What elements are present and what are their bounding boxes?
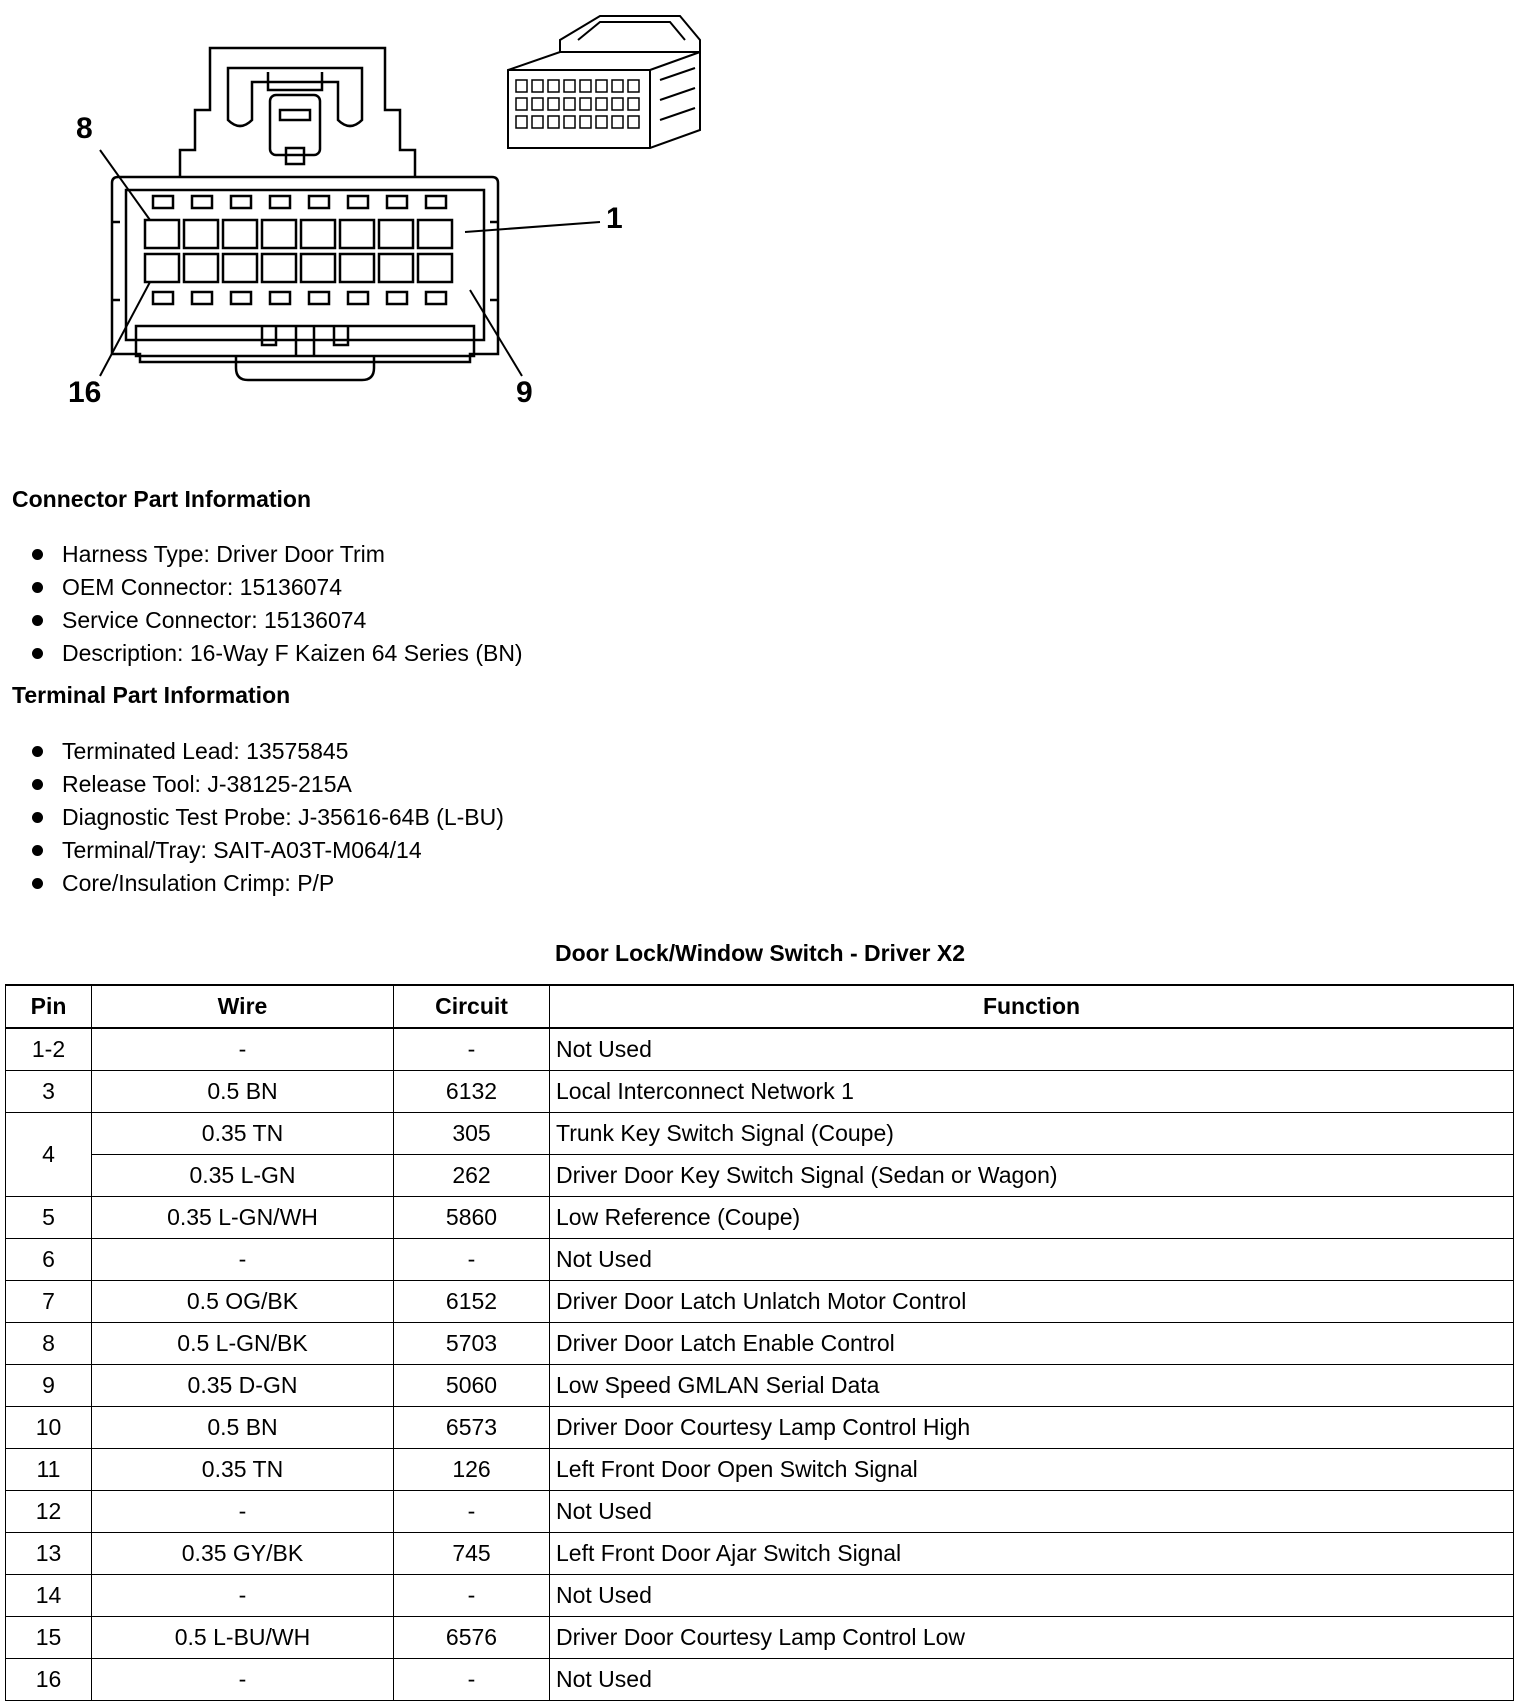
pin-cavity-top (223, 220, 257, 248)
function-cell: Driver Door Courtesy Lamp Control High (550, 1407, 1514, 1449)
table-row (6, 1239, 1514, 1281)
pin-cavity-top (379, 220, 413, 248)
thumbnail-cavity (516, 98, 527, 110)
connector-part-info-list (30, 538, 523, 670)
pin-cell: 5 (6, 1197, 92, 1239)
list-item: Harness Type: Driver Door Trim (30, 538, 523, 571)
connector-face-drawing (0, 0, 760, 440)
cavity-latch-top (348, 196, 368, 208)
table-row (6, 1491, 1514, 1533)
function-cell: Not Used (550, 1575, 1514, 1617)
wire-cell: 0.5 BN (92, 1407, 394, 1449)
terminal-part-info-title: Terminal Part Information (12, 682, 291, 708)
pin-cavity-bottom (262, 254, 296, 282)
circuit-cell: 126 (394, 1449, 550, 1491)
list-item: OEM Connector: 15136074 (30, 571, 523, 604)
circuit-cell: 5060 (394, 1365, 550, 1407)
list-item: Release Tool: J-38125-215A (30, 768, 504, 801)
pin-cell: 12 (6, 1491, 92, 1533)
connector-part-info-title: Connector Part Information (12, 486, 312, 512)
pin-cell: 8 (6, 1323, 92, 1365)
cavity-latch-bottom (153, 292, 173, 304)
pin-label-1: 1 (606, 202, 623, 235)
circuit-cell: - (394, 1659, 550, 1701)
table-row (6, 1197, 1514, 1239)
function-cell: Not Used (550, 1659, 1514, 1701)
thumbnail-cavity (532, 98, 543, 110)
cavity-latch-top (309, 196, 329, 208)
list-item: Description: 16-Way F Kaizen 64 Series (BN) (30, 637, 523, 670)
circuit-cell: 5860 (394, 1197, 550, 1239)
wire-cell: - (92, 1491, 394, 1533)
pin-cavity-bottom (223, 254, 257, 282)
pin-cell: 10 (6, 1407, 92, 1449)
table-row (6, 1659, 1514, 1701)
wire-cell: 0.35 L-GN/WH (92, 1197, 394, 1239)
list-item: Core/Insulation Crimp: P/P (30, 867, 504, 900)
thumbnail-cavity (596, 116, 607, 128)
terminal-part-info-list (30, 735, 504, 900)
table-row (6, 1407, 1514, 1449)
function-cell: Left Front Door Open Switch Signal (550, 1449, 1514, 1491)
pin-cell: 6 (6, 1239, 92, 1281)
wire-cell: 0.35 L-GN (92, 1155, 394, 1197)
pin-cell: 11 (6, 1449, 92, 1491)
pin-cavity-bottom (340, 254, 374, 282)
cavity-latch-bottom (387, 292, 407, 304)
thumbnail-cavity (628, 98, 639, 110)
pin-cavity-top (262, 220, 296, 248)
cavity-latch-bottom (192, 292, 212, 304)
table-row (6, 1071, 1514, 1113)
function-cell: Local Interconnect Network 1 (550, 1071, 1514, 1113)
pin-cavity-bottom (418, 254, 452, 282)
thumbnail-cavity (580, 98, 591, 110)
function-cell: Not Used (550, 1028, 1514, 1071)
pin-cell: 1-2 (6, 1028, 92, 1071)
circuit-cell: - (394, 1575, 550, 1617)
table-row (6, 1155, 1514, 1197)
thumbnail-cavity (548, 98, 559, 110)
list-item: Service Connector: 15136074 (30, 604, 523, 637)
function-cell: Low Reference (Coupe) (550, 1197, 1514, 1239)
thumbnail-cavity (628, 80, 639, 92)
pin-cavity-top (340, 220, 374, 248)
cavity-latch-bottom (426, 292, 446, 304)
thumbnail-cavity (612, 80, 623, 92)
pin-cavity-bottom (379, 254, 413, 282)
function-cell: Driver Door Latch Unlatch Motor Control (550, 1281, 1514, 1323)
table-row (6, 1449, 1514, 1491)
wire-cell: - (92, 1028, 394, 1071)
table-row (6, 1575, 1514, 1617)
pin-cell: 7 (6, 1281, 92, 1323)
thumbnail-cavity (532, 80, 543, 92)
circuit-cell: 5703 (394, 1323, 550, 1365)
function-cell: Low Speed GMLAN Serial Data (550, 1365, 1514, 1407)
pin-cavity-top (184, 220, 218, 248)
pin-cell: 14 (6, 1575, 92, 1617)
wire-cell: 0.35 TN (92, 1449, 394, 1491)
cavity-latch-top (231, 196, 251, 208)
circuit-cell: - (394, 1491, 550, 1533)
wire-cell: 0.35 TN (92, 1113, 394, 1155)
function-cell: Not Used (550, 1239, 1514, 1281)
list-item: Terminated Lead: 13575845 (30, 735, 504, 768)
pin-label-9: 9 (516, 376, 533, 409)
circuit-cell: - (394, 1028, 550, 1071)
thumbnail-cavity (612, 98, 623, 110)
pin-cell: 3 (6, 1071, 92, 1113)
table-row (6, 1113, 1514, 1155)
wire-cell: 0.35 GY/BK (92, 1533, 394, 1575)
pin-cavity-bottom (145, 254, 179, 282)
thumbnail-cavity (532, 116, 543, 128)
thumbnail-cavity (564, 98, 575, 110)
table-row (6, 1281, 1514, 1323)
circuit-cell: 6132 (394, 1071, 550, 1113)
pin-cell: 4 (6, 1113, 92, 1197)
column-header-circuit: Circuit (394, 985, 550, 1028)
circuit-cell: 6576 (394, 1617, 550, 1659)
thumbnail-cavity (548, 80, 559, 92)
list-item: Terminal/Tray: SAIT-A03T-M064/14 (30, 834, 504, 867)
pin-cell: 16 (6, 1659, 92, 1701)
pin-cavity-bottom (301, 254, 335, 282)
table-row (6, 1365, 1514, 1407)
thumbnail-cavity (548, 116, 559, 128)
wire-cell: 0.5 BN (92, 1071, 394, 1113)
pin-cavity-top (418, 220, 452, 248)
table-row (6, 1323, 1514, 1365)
thumbnail-cavity (580, 80, 591, 92)
cavity-latch-top (387, 196, 407, 208)
pinout-table (5, 984, 1514, 1701)
thumbnail-cavity (612, 116, 623, 128)
thumbnail-cavity (516, 80, 527, 92)
pin-label-8: 8 (76, 112, 93, 145)
pin-cell: 15 (6, 1617, 92, 1659)
function-cell: Driver Door Key Switch Signal (Sedan or Wagon) (550, 1155, 1514, 1197)
column-header-pin: Pin (6, 985, 92, 1028)
wire-cell: 0.5 L-GN/BK (92, 1323, 394, 1365)
circuit-cell: 6152 (394, 1281, 550, 1323)
cavity-latch-top (270, 196, 290, 208)
function-cell: Driver Door Courtesy Lamp Control Low (550, 1617, 1514, 1659)
cavity-latch-bottom (270, 292, 290, 304)
cavity-latch-top (192, 196, 212, 208)
circuit-cell: 745 (394, 1533, 550, 1575)
function-cell: Not Used (550, 1491, 1514, 1533)
function-cell: Left Front Door Ajar Switch Signal (550, 1533, 1514, 1575)
thumbnail-cavity (580, 116, 591, 128)
cavity-latch-top (426, 196, 446, 208)
pin-cell: 13 (6, 1533, 92, 1575)
circuit-cell: 262 (394, 1155, 550, 1197)
thumbnail-cavity (628, 116, 639, 128)
pin-label-16: 16 (68, 376, 102, 409)
cavity-latch-bottom (231, 292, 251, 304)
function-cell: Trunk Key Switch Signal (Coupe) (550, 1113, 1514, 1155)
wire-cell: 0.35 D-GN (92, 1365, 394, 1407)
circuit-cell: 305 (394, 1113, 550, 1155)
cavity-latch-bottom (309, 292, 329, 304)
wire-cell: 0.5 OG/BK (92, 1281, 394, 1323)
thumbnail-cavity (564, 80, 575, 92)
pin-cell: 9 (6, 1365, 92, 1407)
wire-cell: - (92, 1239, 394, 1281)
cavity-latch-top (153, 196, 173, 208)
connector-diagram (0, 0, 760, 440)
table-title: Door Lock/Window Switch - Driver X2 (554, 940, 965, 966)
table-row (6, 1617, 1514, 1659)
table-row (6, 1028, 1514, 1071)
column-header-wire: Wire (92, 985, 394, 1028)
thumbnail-cavity (596, 80, 607, 92)
circuit-cell: - (394, 1239, 550, 1281)
pin-cavity-top (145, 220, 179, 248)
table-row (6, 1533, 1514, 1575)
table-header-row (6, 985, 1514, 1028)
pin-cavity-bottom (184, 254, 218, 282)
list-item: Diagnostic Test Probe: J-35616-64B (L-BU) (30, 801, 504, 834)
circuit-cell: 6573 (394, 1407, 550, 1449)
thumbnail-cavity (564, 116, 575, 128)
thumbnail-cavity (516, 116, 527, 128)
pin-cavity-top (301, 220, 335, 248)
wire-cell: - (92, 1575, 394, 1617)
wire-cell: 0.5 L-BU/WH (92, 1617, 394, 1659)
wire-cell: - (92, 1659, 394, 1701)
cavity-latch-bottom (348, 292, 368, 304)
column-header-function: Function (550, 985, 1514, 1028)
thumbnail-cavity (596, 98, 607, 110)
function-cell: Driver Door Latch Enable Control (550, 1323, 1514, 1365)
